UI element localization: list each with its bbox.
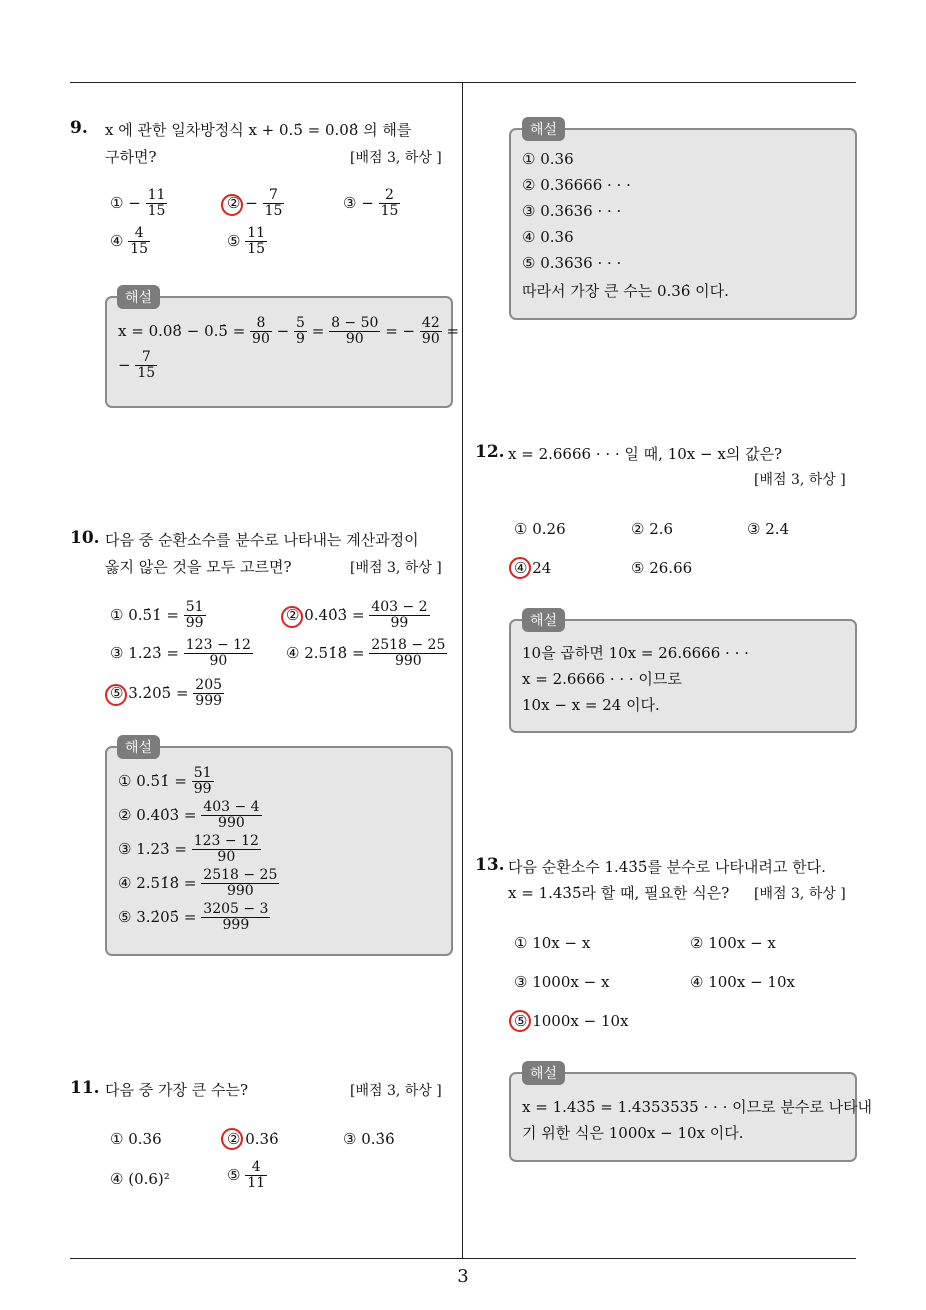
denominator: 990 <box>394 653 422 670</box>
choice-fraction <box>184 600 206 632</box>
numerator: 3205 − 3 <box>203 901 269 917</box>
numerator: 2518 − 25 <box>203 867 278 883</box>
choice-lhs: 3.2̇05̇ = <box>128 683 189 702</box>
choice-fraction <box>245 1160 267 1192</box>
numerator: 7 <box>263 188 285 204</box>
question-number: 12. <box>475 442 505 462</box>
solution-line: ⑤ 0.3636 · · · <box>522 254 622 272</box>
choice-4[interactable] <box>286 638 447 670</box>
choice-fraction <box>193 678 224 710</box>
score-meta: [배점 3, 하상 ] <box>350 1083 442 1099</box>
choice-fraction <box>263 188 285 220</box>
denominator: 90 <box>345 331 364 348</box>
solution-line: x = 2.6666 · · · 이므로 <box>522 670 682 688</box>
choice-4[interactable]: ④ 100x − 10x <box>690 973 795 991</box>
numerator: 403 − 2 <box>371 599 428 615</box>
column-divider <box>462 83 463 1258</box>
numerator: 123 − 12 <box>185 637 251 653</box>
solution-tag: 해설 <box>522 1061 565 1085</box>
question-text: 다음 중 순환소수를 분수로 나타내는 계산과정이 <box>105 531 419 549</box>
choice-1[interactable] <box>110 188 167 220</box>
question-number: 13. <box>475 855 505 875</box>
choice-lhs: 0.5̇1̇ = <box>128 605 179 624</box>
numerator: 5 <box>296 315 305 331</box>
solution-text: ① 0.5̇1̇ = <box>118 771 187 790</box>
solution-line <box>118 766 214 798</box>
denominator: 15 <box>130 241 149 258</box>
choice-2[interactable]: ② 100x − x <box>690 934 776 952</box>
denominator: 990 <box>226 883 254 900</box>
denominator: 99 <box>185 615 204 632</box>
choice-label: ④ <box>110 231 124 250</box>
choice-3[interactable]: ③ 2.4 <box>747 520 790 538</box>
solution-line <box>118 868 279 900</box>
score-meta: [배점 3, 하상 ] <box>754 886 846 902</box>
question-text: x = 2.6666 · · · 일 때, 10x − x의 값은? <box>508 445 783 463</box>
question-text: 옳지 않은 것을 모두 고르면? <box>105 558 292 576</box>
choice-5[interactable] <box>110 678 224 710</box>
solution-line: 따라서 가장 큰 수는 0.36̇ 이다. <box>522 282 729 300</box>
solution-line <box>118 350 157 382</box>
numerator: 4 <box>245 1160 267 1176</box>
numerator: 2 <box>379 188 401 204</box>
denominator: 15 <box>147 203 166 220</box>
numerator: 51 <box>185 599 204 615</box>
choice-5[interactable] <box>227 226 267 258</box>
score-meta: [배점 3, 하상 ] <box>350 150 442 166</box>
numerator: 11 <box>247 225 266 241</box>
operator: = <box>311 321 325 340</box>
choice-fraction <box>369 600 429 632</box>
solution-tag: 해설 <box>117 285 160 309</box>
choice-5[interactable]: ⑤ 26.66 <box>631 559 693 577</box>
solution-box <box>509 1072 857 1162</box>
numerator: 403 − 4 <box>203 799 260 815</box>
choice-label: ⑤ <box>227 1165 241 1184</box>
denominator: 990 <box>218 815 245 832</box>
solution-line: ② 0.36666 · · · <box>522 176 631 194</box>
choice-3[interactable]: ③ 1000x − x <box>514 973 610 991</box>
fraction <box>420 316 442 348</box>
answer-mark-circle <box>105 684 127 706</box>
top-rule <box>70 82 856 83</box>
score-meta: [배점 3, 하상 ] <box>754 472 846 488</box>
choice-3[interactable] <box>343 188 400 220</box>
operator: = − <box>385 321 416 340</box>
solution-text: x = 0.08̇ − 0.5̇ = <box>118 321 246 340</box>
choice-1[interactable]: ① 10x − x <box>514 934 591 952</box>
denominator: 999 <box>222 917 250 934</box>
page-number: 3 <box>457 1266 469 1287</box>
choice-label: ③ <box>110 643 124 662</box>
solution-line: ③ 0.3636 · · · <box>522 202 622 220</box>
solution-line: x = 1.43̇5̇ = 1.4353535 · · · 이므로 분수로 나타내 <box>522 1098 873 1116</box>
denominator: 9 <box>296 331 305 348</box>
choice-label: ④ <box>286 643 300 662</box>
numerator: 4 <box>128 226 150 242</box>
choice-label: ② <box>227 193 241 212</box>
choice-sign: − <box>361 193 374 212</box>
choice-label: ③ <box>343 193 357 212</box>
denominator: 90 <box>217 849 236 866</box>
numerator: 51 <box>193 765 212 781</box>
fraction <box>250 316 272 348</box>
solution-line: 10을 곱하면 10x = 26.6666 · · · <box>522 644 749 662</box>
choice-4[interactable] <box>110 226 150 258</box>
score-meta: [배점 3, 하상 ] <box>350 560 442 576</box>
denominator: 999 <box>195 693 223 710</box>
solution-line <box>118 834 261 866</box>
choice-lhs: 0.40̇3̇ = <box>304 605 365 624</box>
choice-4[interactable]: ④ (0.6)² <box>110 1170 170 1188</box>
choice-fraction <box>128 226 150 258</box>
question-text: 구하면? <box>105 148 157 166</box>
choice-lhs: 2.51̇8̇ = <box>304 643 365 662</box>
choice-label: ⑤ <box>110 683 124 702</box>
fraction <box>201 868 279 900</box>
choice-sign: − <box>128 193 141 212</box>
choice-5[interactable] <box>227 1160 267 1192</box>
denominator: 15 <box>380 203 399 220</box>
choice-2[interactable]: ② 0.36̇ <box>227 1130 279 1148</box>
solution-line: 기 위한 식은 1000x − 10x 이다. <box>522 1124 744 1142</box>
solution-line: ④ 0.36 <box>522 228 574 246</box>
fraction <box>329 316 380 348</box>
solution-line <box>118 316 459 348</box>
denominator: 90 <box>252 331 270 348</box>
denominator: 90 <box>421 331 440 348</box>
denominator: 15 <box>264 203 283 220</box>
operator: − <box>276 321 290 340</box>
choice-label: ② <box>286 605 300 624</box>
solution-text: ④ 2.51̇8̇ = <box>118 873 197 892</box>
numerator: 42 <box>421 315 440 331</box>
choice-1[interactable]: ① 0.26 <box>514 520 566 538</box>
answer-mark-circle <box>281 606 303 628</box>
choice-fraction <box>369 638 447 670</box>
choice-fraction <box>146 188 168 220</box>
answer-mark-circle <box>221 1128 243 1150</box>
choice-3[interactable]: ③ 0.3̇6̇ <box>343 1130 395 1148</box>
choice-fraction <box>379 188 401 220</box>
question-text: 다음 중 가장 큰 수는? <box>105 1081 249 1099</box>
choice-2[interactable] <box>286 600 430 632</box>
question-number: 10. <box>70 528 100 548</box>
choice-1[interactable]: ① 0.36 <box>110 1130 162 1148</box>
solution-tag: 해설 <box>522 608 565 632</box>
solution-box <box>105 296 453 408</box>
denominator: 15 <box>247 241 266 258</box>
solution-tag: 해설 <box>117 735 160 759</box>
question-number: 9. <box>70 118 88 138</box>
bottom-rule <box>70 1258 856 1259</box>
fraction <box>135 350 157 382</box>
question-text: x 에 관한 일차방정식 x + 0.5̇ = 0.08̇ 의 해를 <box>105 121 412 139</box>
denominator: 90 <box>209 653 228 670</box>
choice-label: ① <box>110 193 124 212</box>
fraction <box>192 834 261 866</box>
numerator: 11 <box>147 187 166 203</box>
question-text: x = 1.43̇5̇라 할 때, 필요한 식은? <box>508 884 730 902</box>
choice-5[interactable]: ⑤ 1000x − 10x <box>514 1012 629 1030</box>
solution-text: ② 0.40̇3̇ = <box>118 805 197 824</box>
choice-label: ① <box>110 605 124 624</box>
fraction <box>192 766 214 798</box>
solution-line <box>118 902 270 934</box>
choice-2[interactable]: ② 2.6 <box>631 520 674 538</box>
numerator: 123 − 12 <box>193 833 259 849</box>
numerator: 7 <box>135 350 157 366</box>
solution-text: ③ 1.23̇ = <box>118 839 187 858</box>
choice-lhs: 1.23̇ = <box>128 643 179 662</box>
answer-mark-circle <box>509 557 531 579</box>
operator: = <box>446 321 460 340</box>
choice-4[interactable]: ④ 24 <box>514 559 552 577</box>
solution-line: ① 0.36 <box>522 150 574 168</box>
fraction <box>201 902 270 934</box>
operator: − <box>118 355 131 374</box>
solution-line: 10x − x = 24 이다. <box>522 696 660 714</box>
question-number: 11. <box>70 1078 100 1098</box>
denominator: 99 <box>390 615 409 632</box>
choice-3[interactable] <box>110 638 253 670</box>
answer-mark-circle <box>509 1010 531 1032</box>
solution-line <box>118 800 262 832</box>
numerator: 8 <box>250 316 272 332</box>
solution-tag: 해설 <box>522 117 565 141</box>
choice-fraction <box>245 226 267 258</box>
denominator: 99 <box>193 781 212 798</box>
denominator: 11 <box>247 1175 266 1192</box>
numerator: 205 <box>195 677 223 693</box>
numerator: 2518 − 25 <box>371 637 446 653</box>
choice-sign: − <box>245 193 258 212</box>
solution-text: ⑤ 3.2̇05̇ = <box>118 907 197 926</box>
fraction <box>201 800 261 832</box>
question-text: 다음 순환소수 1.43̇5̇를 분수로 나타내려고 한다. <box>508 858 826 876</box>
answer-mark-circle <box>221 194 243 216</box>
choice-fraction <box>184 638 253 670</box>
choice-1[interactable] <box>110 600 206 632</box>
fraction <box>294 316 307 348</box>
choice-label: ⑤ <box>227 231 241 250</box>
numerator: 8 − 50 <box>331 315 379 331</box>
denominator: 15 <box>137 365 156 382</box>
